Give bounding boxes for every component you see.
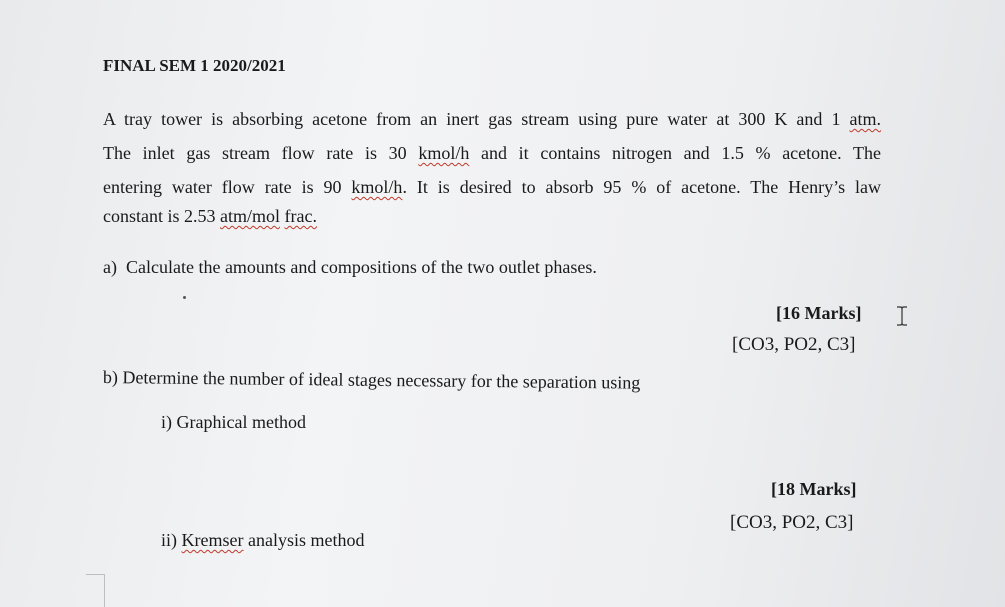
paragraph-line-3-pre: entering water flow rate is 90: [103, 177, 352, 197]
spellcheck-word[interactable]: kmol/h: [418, 143, 470, 163]
paragraph-line-2: [103, 142, 881, 164]
marks-b: [18 Marks]: [771, 479, 857, 499]
question-b-ii: [161, 529, 364, 551]
paragraph-line-1-text: A tray tower is absorbing acetone from an inert gas stream using pure water at 300 K and 1: [103, 109, 850, 129]
question-b-i: i) Graphical method: [161, 412, 306, 432]
marks-a: [16 Marks]: [776, 303, 862, 323]
course-outcomes-b: [CO3, PO2, C3]: [730, 512, 854, 533]
question-a: a) Calculate the amounts and compositions of the two outlet phases.: [103, 257, 597, 277]
spellcheck-word[interactable]: kmol/h: [351, 177, 403, 197]
paragraph-line-4-pre: constant is 2.53: [103, 206, 220, 226]
page-corner-mark: [86, 574, 105, 607]
spellcheck-word[interactable]: Kremser: [181, 530, 244, 550]
speck: [183, 296, 186, 299]
question-b-ii-prefix: ii): [161, 530, 182, 550]
spellcheck-word[interactable]: atm.: [849, 109, 881, 129]
paragraph-line-3: [103, 176, 881, 198]
paragraph-line-1: [103, 108, 881, 130]
spellcheck-word[interactable]: atm/mol: [220, 206, 280, 226]
paragraph-line-2-post: and it contains nitrogen and 1.5 % acetone. The: [469, 143, 881, 163]
document-title: FINAL SEM 1 2020/2021: [103, 56, 286, 75]
text-cursor-icon: [895, 306, 909, 326]
question-b-ii-suffix: analysis method: [243, 530, 365, 550]
spellcheck-word[interactable]: frac.: [284, 206, 317, 226]
paragraph-line-4: [103, 205, 317, 227]
paragraph-line-2-pre: The inlet gas stream flow rate is 30: [103, 143, 419, 163]
paragraph-line-3-post: . It is desired to absorb 95 % of acetone. The Henry’s law: [402, 177, 881, 197]
course-outcomes-a: [CO3, PO2, C3]: [732, 334, 856, 355]
question-b: b) Determine the number of ideal stages necessary for the separation using: [102, 367, 641, 393]
